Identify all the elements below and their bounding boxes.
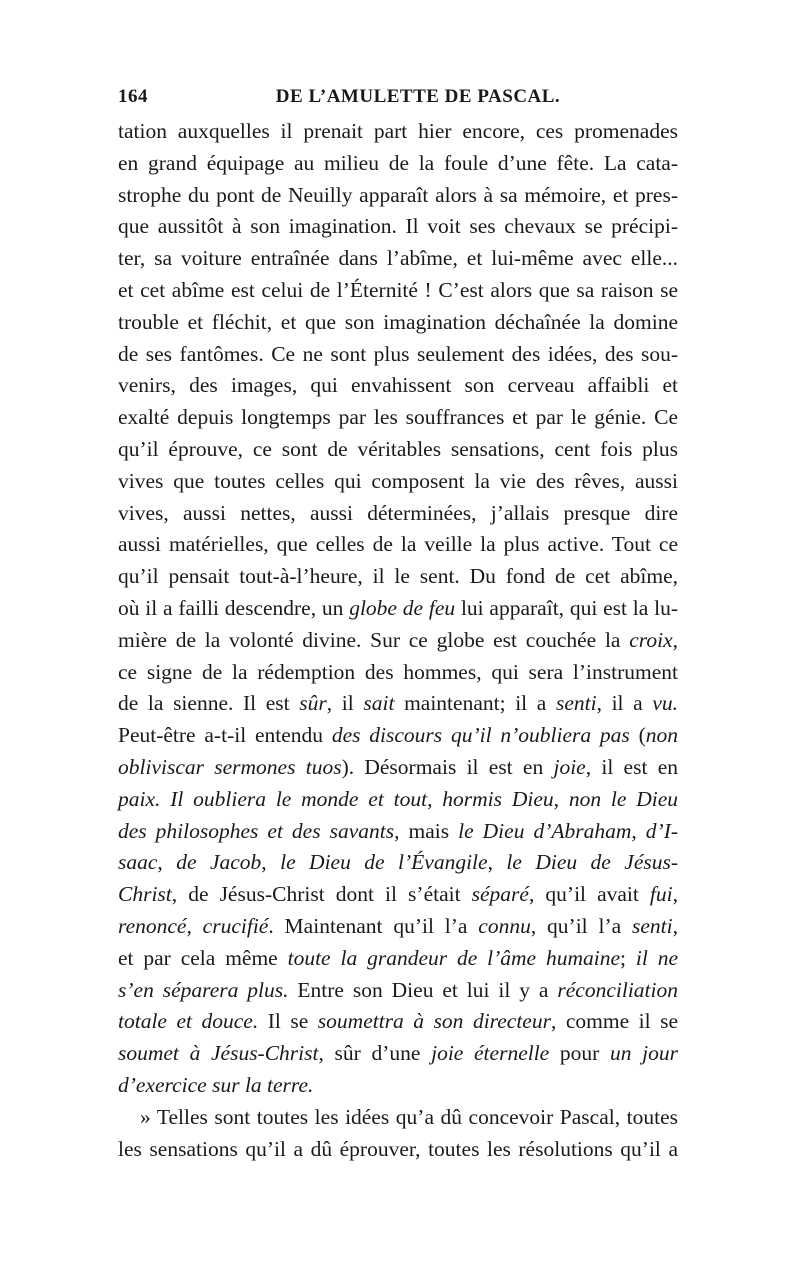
italic-segment: soumettra à son directeur	[317, 1009, 551, 1034]
italic-segment: joie	[553, 754, 586, 779]
text-segment: exalté depuis longtemps par les souffrances et par le génie. Ce	[118, 405, 678, 430]
text-segment: qu’il éprouve, ce sont de véritables sensations, cent fois plus	[118, 436, 678, 461]
text-line	[118, 243, 678, 275]
text-line	[118, 211, 678, 243]
text-segment: mière de la volonté divine. Sur ce globe est couchée la	[118, 627, 630, 652]
running-title: DE L’AMULETTE DE PASCAL.	[275, 86, 561, 107]
text-line	[118, 466, 678, 498]
text-segment: trouble et fléchit, et que son imagination déchaînée la domine	[118, 309, 678, 334]
text-segment: , sûr d’une	[318, 1041, 432, 1066]
text-segment: , mais	[394, 818, 459, 843]
text-segment: lui apparaît, qui est la lu-	[455, 595, 678, 620]
text-line	[118, 434, 678, 466]
text-segment: (	[629, 723, 646, 748]
text-line	[118, 720, 678, 752]
text-segment: ,	[427, 786, 443, 811]
text-segment: , qu’il avait	[528, 882, 650, 907]
text-segment: et cet abîme est celui de l’Éternité ! C’est alors que sa raison se	[118, 277, 678, 302]
text-segment: qu’il pensait tout-à-l’heure, il le sent. Du fond de cet abîme,	[118, 564, 678, 589]
text-line	[118, 1134, 678, 1166]
text-segment: strophe du pont de Neuilly apparaît alors à sa mémoire, et pres-	[118, 182, 678, 207]
italic-segment: fui	[649, 882, 673, 907]
text-line	[118, 370, 678, 402]
italic-segment: réconciliation	[557, 977, 678, 1002]
text-segment: aussi matérielles, que celles de la veille la plus active. Tout ce	[118, 532, 678, 557]
italic-segment: d’I-	[645, 818, 679, 843]
text-line	[118, 911, 678, 943]
text-segment: ,	[487, 850, 507, 875]
text-segment: , comme il se	[550, 1009, 678, 1034]
text-segment: maintenant; il a	[394, 691, 556, 716]
text-segment: où il a failli descendre, un	[118, 595, 350, 620]
text-line	[118, 529, 678, 561]
italic-segment: senti	[632, 913, 673, 938]
text-segment: les sensations qu’il a dû éprouver, toutes les résolutions qu’il a	[118, 1136, 678, 1161]
italic-segment: un jour	[609, 1041, 678, 1066]
text-line	[118, 1102, 678, 1134]
text-segment: ;	[620, 945, 636, 970]
text-segment: ,	[672, 913, 678, 938]
text-segment: Entre son Dieu et lui il y a	[288, 977, 558, 1002]
text-line	[118, 975, 678, 1007]
text-segment: ce signe de la rédemption des hommes, qui sera l’instrument	[118, 659, 678, 684]
text-segment: de la sienne. Il est	[118, 691, 300, 716]
italic-segment: saac	[118, 850, 158, 875]
text-line	[118, 339, 678, 371]
italic-segment: obliviscar sermones tuos	[118, 754, 342, 779]
text-segment: . Maintenant qu’il l’a	[268, 913, 479, 938]
text-line	[118, 275, 678, 307]
text-line	[118, 498, 678, 530]
italic-segment: globe de feu	[349, 595, 456, 620]
text-segment: ,	[157, 850, 177, 875]
text-line	[118, 816, 678, 848]
page-number: 164	[118, 86, 148, 107]
text-line	[118, 593, 678, 625]
italic-segment: croix	[629, 627, 673, 652]
paragraph	[118, 1102, 678, 1166]
text-segment: et par cela même	[118, 945, 288, 970]
italic-segment: de Jacob	[176, 850, 262, 875]
text-segment: ,	[672, 627, 678, 652]
text-line	[118, 148, 678, 180]
text-segment: ). Désormais il est en	[341, 754, 554, 779]
text-line	[118, 657, 678, 689]
italic-segment: sait	[363, 691, 395, 716]
italic-segment: le Dieu d’Abraham	[458, 818, 632, 843]
text-segment: vives que toutes celles qui composent la vie des rêves, aussi	[118, 468, 678, 493]
italic-segment: des philosophes et des savants	[118, 818, 395, 843]
text-line	[118, 879, 678, 911]
book-page	[118, 86, 678, 1165]
italic-segment: renoncé	[118, 913, 187, 938]
italic-segment: sûr	[299, 691, 327, 716]
body-text	[118, 116, 678, 1165]
text-segment: ,	[672, 882, 678, 907]
text-segment: tation auxquelles il prenait part hier encore, ces promenades	[118, 119, 678, 143]
text-line	[118, 307, 678, 339]
text-segment: ,	[553, 786, 569, 811]
italic-segment: le Dieu de Jésus-	[506, 850, 678, 875]
italic-segment: joie éternelle	[431, 1041, 550, 1066]
italic-segment: s’en séparera plus.	[118, 977, 289, 1002]
text-line	[118, 784, 678, 816]
text-line	[118, 1038, 678, 1070]
italic-segment: il ne	[635, 945, 678, 970]
italic-segment: paix. Il oubliera le monde et tout	[118, 786, 428, 811]
italic-segment: Christ	[118, 882, 172, 907]
text-segment: , il a	[596, 691, 653, 716]
italic-segment: toute la grandeur de l’âme humaine	[287, 945, 621, 970]
italic-segment: des discours qu’il n’oubliera pas	[331, 723, 630, 748]
text-line	[118, 625, 678, 657]
text-line	[118, 561, 678, 593]
text-segment: ter, sa voiture entraînée dans l’abîme, et lui-même avec elle...	[118, 246, 678, 271]
italic-segment: connu	[478, 913, 531, 938]
italic-segment: vu.	[652, 691, 678, 716]
text-line	[118, 1070, 678, 1102]
text-line	[118, 847, 678, 879]
text-line	[118, 402, 678, 434]
italic-segment: senti	[555, 691, 597, 716]
italic-segment: soumet à Jésus-Christ	[118, 1041, 319, 1066]
text-segment: » Telles sont toutes les idées qu’a dû concevoir Pascal, toutes	[140, 1104, 678, 1129]
text-line	[118, 943, 678, 975]
text-segment: ,	[261, 850, 281, 875]
italic-segment: non	[645, 723, 678, 748]
running-head	[118, 86, 678, 116]
italic-segment: séparé	[471, 882, 529, 907]
text-segment: venirs, des images, qui envahissent son cerveau affaibli et	[118, 373, 678, 398]
italic-segment: crucifié	[202, 913, 269, 938]
text-segment: , de Jésus-Christ dont il s’était	[171, 882, 472, 907]
italic-segment: le Dieu de l’Évangile	[280, 850, 488, 875]
text-line	[118, 1006, 678, 1038]
italic-segment: hormis Dieu	[442, 786, 554, 811]
italic-segment: non le Dieu	[568, 786, 679, 811]
text-segment: ,	[631, 818, 646, 843]
text-line	[118, 116, 678, 148]
text-segment: Peut-être a-t-il entendu	[118, 723, 332, 748]
text-segment: de ses fantômes. Ce ne sont plus seulement des idées, des sou-	[118, 341, 678, 366]
text-segment: pour	[549, 1041, 610, 1066]
italic-segment: d’exercice sur la terre.	[118, 1072, 314, 1097]
text-segment: ,	[186, 913, 203, 938]
paragraph	[118, 116, 678, 1102]
text-segment: , il	[326, 691, 364, 716]
text-line	[118, 180, 678, 212]
text-segment: Il se	[258, 1009, 318, 1034]
italic-segment: totale et douce.	[118, 1009, 259, 1034]
text-segment: en grand équipage au milieu de la foule d’une fête. La cata-	[118, 150, 678, 175]
text-segment: vives, aussi nettes, aussi déterminées, j’allais presque dire	[118, 500, 678, 525]
text-line	[118, 752, 678, 784]
text-segment: que aussitôt à son imagination. Il voit ses chevaux se précipi-	[118, 214, 678, 239]
text-segment: , il est en	[585, 754, 678, 779]
text-line	[118, 688, 678, 720]
text-segment: , qu’il l’a	[530, 913, 633, 938]
